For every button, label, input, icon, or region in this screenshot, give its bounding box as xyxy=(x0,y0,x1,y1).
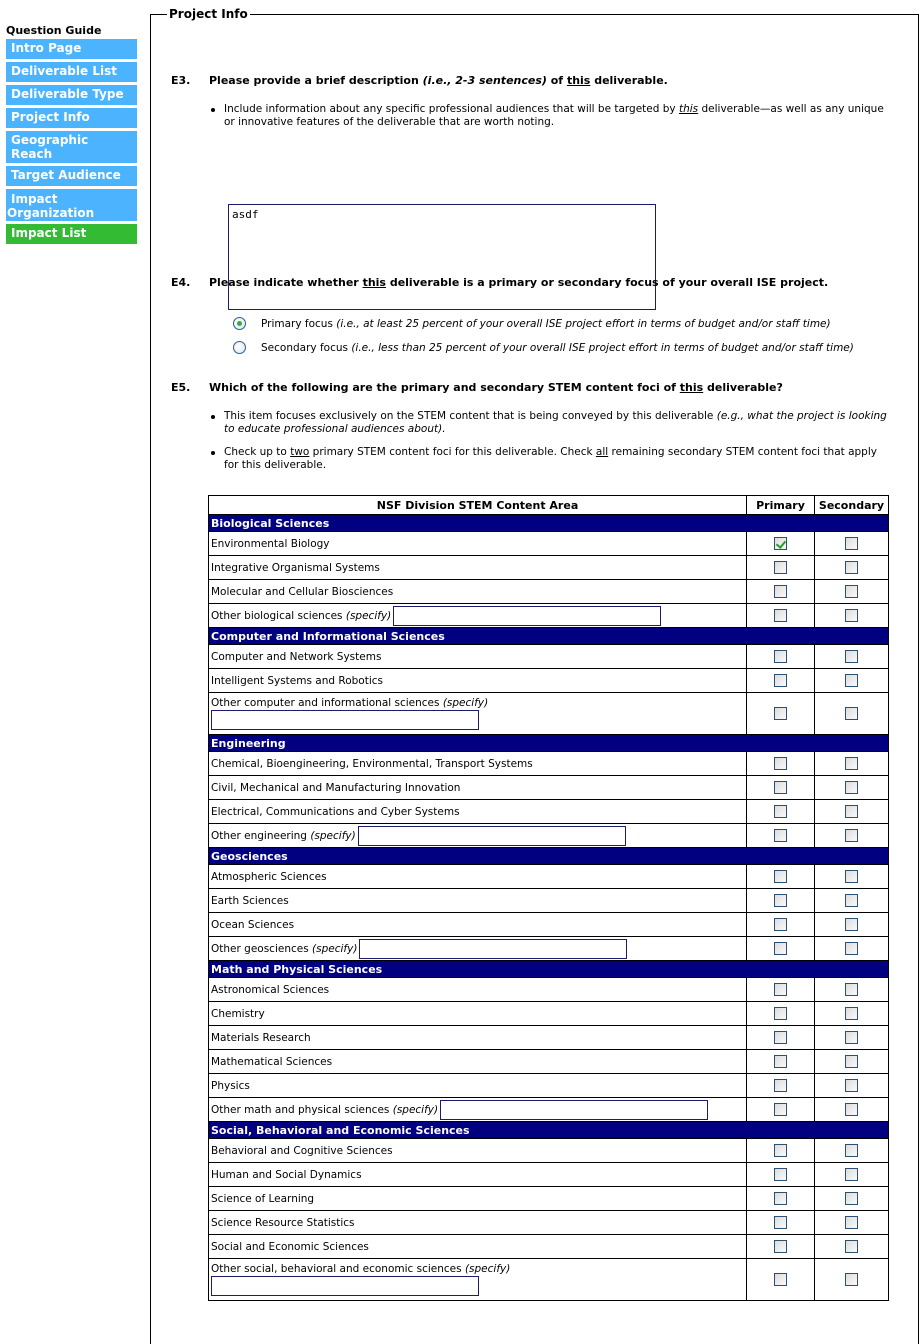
row-label: Chemistry xyxy=(211,1007,265,1020)
row-label-cell xyxy=(209,645,747,669)
group-header-social-behavioral-and-economic-sciences xyxy=(209,1122,889,1139)
table-row xyxy=(209,1259,889,1301)
secondary-checkbox[interactable] xyxy=(845,561,858,574)
row-label-cell xyxy=(209,1098,747,1122)
row-label: Other math and physical sciences xyxy=(211,1103,393,1116)
nav-label-line1: Impact xyxy=(11,192,58,206)
table-row xyxy=(209,580,889,604)
specify-input[interactable] xyxy=(359,939,627,959)
specify-input[interactable] xyxy=(393,606,661,626)
table-row xyxy=(209,978,889,1002)
row-label-cell xyxy=(209,1074,747,1098)
row-label-cell xyxy=(209,1187,747,1211)
secondary-cell xyxy=(815,913,889,937)
row-label-cell xyxy=(209,1259,747,1301)
header-primary: Primary xyxy=(747,496,815,515)
primary-checkbox[interactable] xyxy=(774,537,787,550)
text-part: deliverable is a primary or secondary focus of your overall ISE project. xyxy=(385,276,829,289)
text-part: Which of the following are the primary and secondary STEM content foci of xyxy=(209,381,680,394)
table-row xyxy=(209,824,889,848)
text-underline: this xyxy=(362,276,386,289)
text-part: of xyxy=(546,74,567,87)
row-label: Mathematical Sciences xyxy=(211,1055,333,1068)
row-label-cell xyxy=(209,937,747,961)
text-part: primary STEM content foci for this deliverable. Check xyxy=(309,446,596,458)
secondary-cell xyxy=(815,1098,889,1122)
nav-impact-list[interactable]: Impact List xyxy=(6,224,137,244)
table-row xyxy=(209,1235,889,1259)
row-label: Civil, Mechanical and Manufacturing Innovation xyxy=(211,781,461,794)
row-label-cell xyxy=(209,1026,747,1050)
group-name: Engineering xyxy=(209,735,889,752)
table-row xyxy=(209,800,889,824)
row-label: Other geosciences xyxy=(211,942,313,955)
secondary-checkbox[interactable] xyxy=(845,1055,858,1068)
header-content-area: NSF Division STEM Content Area xyxy=(209,496,747,515)
group-name: Geosciences xyxy=(209,848,889,865)
row-label-cell xyxy=(209,865,747,889)
instruction-bullet xyxy=(209,103,889,129)
secondary-cell xyxy=(815,580,889,604)
group-header-computer-and-informational-sciences xyxy=(209,628,889,645)
row-label-cell xyxy=(209,776,747,800)
primary-checkbox[interactable] xyxy=(774,1055,787,1068)
primary-cell xyxy=(747,1002,815,1026)
primary-cell xyxy=(747,889,815,913)
question-text xyxy=(209,276,828,289)
primary-cell xyxy=(747,669,815,693)
text-part: deliverable—as well as any unique or innovative features of the deliverable that are worth noting. xyxy=(224,103,884,128)
question-number: E5. xyxy=(171,381,191,394)
row-label: Computer and Network Systems xyxy=(211,650,382,663)
group-header-biological-sciences xyxy=(209,515,889,532)
secondary-cell xyxy=(815,776,889,800)
fieldset-legend: Project Info xyxy=(169,7,248,21)
primary-checkbox[interactable] xyxy=(774,1031,787,1044)
radio-note: (i.e., less than 25 percent of your overall ISE project effort in terms of budget and/or staff time) xyxy=(351,341,854,354)
secondary-cell xyxy=(815,645,889,669)
stem-content-table xyxy=(208,495,889,1301)
row-label: Atmospheric Sciences xyxy=(211,870,327,883)
primary-cell xyxy=(747,800,815,824)
text-part: deliverable? xyxy=(703,381,783,394)
radio-button[interactable] xyxy=(233,317,246,330)
primary-checkbox[interactable] xyxy=(774,942,787,955)
secondary-checkbox[interactable] xyxy=(845,674,858,687)
primary-cell xyxy=(747,693,815,735)
row-label: Ocean Sciences xyxy=(211,918,295,931)
row-label: Other engineering xyxy=(211,829,311,842)
text-part: This item focuses exclusively on the STEM content that is being conveyed by this deliverable xyxy=(224,410,717,422)
project-info-fieldset xyxy=(150,7,919,1344)
row-label-cell xyxy=(209,580,747,604)
nav-intro-page[interactable]: Intro Page xyxy=(6,39,137,59)
specify-input[interactable] xyxy=(211,1276,479,1296)
text-underline: all xyxy=(595,446,609,458)
instructions xyxy=(209,410,889,482)
table-row xyxy=(209,913,889,937)
table-row xyxy=(209,1074,889,1098)
primary-cell xyxy=(747,978,815,1002)
secondary-cell xyxy=(815,1235,889,1259)
secondary-checkbox[interactable] xyxy=(845,894,858,907)
secondary-checkbox[interactable] xyxy=(845,1192,858,1205)
primary-checkbox[interactable] xyxy=(774,1168,787,1181)
primary-cell xyxy=(747,645,815,669)
secondary-checkbox[interactable] xyxy=(845,1144,858,1157)
radio-secondary-focus[interactable] xyxy=(233,341,854,354)
secondary-cell xyxy=(815,1259,889,1301)
primary-cell xyxy=(747,1050,815,1074)
secondary-checkbox[interactable] xyxy=(845,1079,858,1092)
nav-impact-organization[interactable] xyxy=(6,189,137,221)
secondary-cell xyxy=(815,1074,889,1098)
table-row xyxy=(209,752,889,776)
table-row xyxy=(209,1026,889,1050)
secondary-cell xyxy=(815,1187,889,1211)
primary-checkbox[interactable] xyxy=(774,983,787,996)
primary-checkbox[interactable] xyxy=(774,1273,787,1286)
specify-input[interactable] xyxy=(358,826,626,846)
table-row xyxy=(209,937,889,961)
radio-primary-focus[interactable] xyxy=(233,317,831,330)
row-label-cell xyxy=(209,824,747,848)
specify-label: (specify) xyxy=(345,609,392,622)
primary-checkbox[interactable] xyxy=(774,757,787,770)
specify-label: (specify) xyxy=(310,829,356,842)
primary-cell xyxy=(747,580,815,604)
question-text xyxy=(209,381,783,394)
table-row xyxy=(209,556,889,580)
row-label-cell xyxy=(209,1139,747,1163)
primary-checkbox[interactable] xyxy=(774,781,787,794)
secondary-checkbox[interactable] xyxy=(845,1103,858,1116)
primary-checkbox[interactable] xyxy=(774,1240,787,1253)
secondary-checkbox[interactable] xyxy=(845,609,858,622)
table-row xyxy=(209,669,889,693)
primary-cell xyxy=(747,556,815,580)
group-name: Math and Physical Sciences xyxy=(209,961,889,978)
instruction-bullet xyxy=(209,410,889,436)
row-label: Earth Sciences xyxy=(211,894,289,907)
nav-project-info[interactable]: Project Info xyxy=(6,108,137,128)
secondary-cell xyxy=(815,669,889,693)
row-label-cell xyxy=(209,978,747,1002)
secondary-checkbox[interactable] xyxy=(845,1273,858,1286)
secondary-checkbox[interactable] xyxy=(845,1216,858,1229)
secondary-checkbox[interactable] xyxy=(845,707,858,720)
secondary-checkbox[interactable] xyxy=(845,1168,858,1181)
row-label-cell xyxy=(209,1235,747,1259)
table-row xyxy=(209,532,889,556)
nav-geographic-reach[interactable]: Geographic Reach xyxy=(6,131,137,163)
primary-checkbox[interactable] xyxy=(774,870,787,883)
secondary-checkbox[interactable] xyxy=(845,870,858,883)
text-part: deliverable. xyxy=(590,74,668,87)
primary-checkbox[interactable] xyxy=(774,829,787,842)
primary-cell xyxy=(747,1259,815,1301)
primary-checkbox[interactable] xyxy=(774,894,787,907)
instructions xyxy=(209,103,889,139)
secondary-cell xyxy=(815,1050,889,1074)
row-label-cell xyxy=(209,1211,747,1235)
row-label: Human and Social Dynamics xyxy=(211,1168,362,1181)
secondary-cell xyxy=(815,1139,889,1163)
table-row xyxy=(209,693,889,735)
specify-label: (specify) xyxy=(464,1263,511,1275)
table-row xyxy=(209,645,889,669)
primary-cell xyxy=(747,937,815,961)
row-label-cell xyxy=(209,556,747,580)
secondary-checkbox[interactable] xyxy=(845,1031,858,1044)
specify-label: (specify) xyxy=(392,1103,439,1116)
secondary-cell xyxy=(815,865,889,889)
secondary-cell xyxy=(815,693,889,735)
secondary-checkbox[interactable] xyxy=(845,781,858,794)
table-row xyxy=(209,1050,889,1074)
text-part: Include information about any specific professional audiences that will be targeted by xyxy=(224,103,679,115)
sidebar-title: Question Guide xyxy=(6,24,102,37)
text-part: Check up to xyxy=(224,446,291,458)
secondary-cell xyxy=(815,1002,889,1026)
row-label-cell xyxy=(209,800,747,824)
group-header-math-and-physical-sciences xyxy=(209,961,889,978)
secondary-checkbox[interactable] xyxy=(845,942,858,955)
primary-cell xyxy=(747,776,815,800)
row-label-cell xyxy=(209,1002,747,1026)
table-row xyxy=(209,1098,889,1122)
row-label-cell xyxy=(209,752,747,776)
row-label: Social and Economic Sciences xyxy=(211,1240,369,1253)
text-italic: (e.g., what the project is looking to educate professional audiences about). xyxy=(224,410,887,435)
primary-checkbox[interactable] xyxy=(774,707,787,720)
radio-label: Primary focus xyxy=(261,317,333,330)
nav-deliverable-list[interactable]: Deliverable List xyxy=(6,62,137,82)
row-label: Science of Learning xyxy=(211,1192,315,1205)
primary-checkbox[interactable] xyxy=(774,1144,787,1157)
table-row xyxy=(209,776,889,800)
primary-checkbox[interactable] xyxy=(774,609,787,622)
table-row xyxy=(209,1187,889,1211)
table-row xyxy=(209,604,889,628)
secondary-cell xyxy=(815,1163,889,1187)
primary-cell xyxy=(747,1074,815,1098)
secondary-cell xyxy=(815,1211,889,1235)
radio-note: (i.e., at least 25 percent of your overall ISE project effort in terms of budget and/or staff time) xyxy=(336,317,831,330)
text-underline: this xyxy=(566,74,591,87)
table-row xyxy=(209,1211,889,1235)
radio-label: Secondary focus xyxy=(261,341,348,354)
row-label-cell xyxy=(209,669,747,693)
secondary-cell xyxy=(815,532,889,556)
row-label-cell xyxy=(209,532,747,556)
specify-input[interactable] xyxy=(211,710,479,730)
primary-checkbox[interactable] xyxy=(774,918,787,931)
question-number: E3. xyxy=(171,74,191,87)
table-row xyxy=(209,1163,889,1187)
primary-checkbox[interactable] xyxy=(774,1216,787,1229)
group-header-engineering xyxy=(209,735,889,752)
secondary-cell xyxy=(815,889,889,913)
secondary-checkbox[interactable] xyxy=(845,1240,858,1253)
primary-cell xyxy=(747,1163,815,1187)
text-part: Please indicate whether xyxy=(209,276,363,289)
row-label: Other biological sciences xyxy=(211,609,346,622)
row-label: Intelligent Systems and Robotics xyxy=(211,674,383,687)
secondary-cell xyxy=(815,1026,889,1050)
radio-button[interactable] xyxy=(233,341,246,354)
secondary-checkbox[interactable] xyxy=(845,1007,858,1020)
row-label: Integrative Organismal Systems xyxy=(211,561,380,574)
row-label-cell xyxy=(209,604,747,628)
secondary-checkbox[interactable] xyxy=(845,983,858,996)
secondary-checkbox[interactable] xyxy=(845,918,858,931)
group-name: Biological Sciences xyxy=(209,515,889,532)
primary-checkbox[interactable] xyxy=(774,1103,787,1116)
question-text xyxy=(209,74,668,87)
question-number: E4. xyxy=(171,276,191,289)
group-header-geosciences xyxy=(209,848,889,865)
group-name: Computer and Informational Sciences xyxy=(209,628,889,645)
table-row xyxy=(209,1002,889,1026)
primary-cell xyxy=(747,1098,815,1122)
question-guide-sidebar xyxy=(6,24,137,247)
text-part: remaining secondary STEM content foci that apply for this deliverable. xyxy=(224,446,877,471)
text-underline: this xyxy=(679,381,704,394)
primary-cell xyxy=(747,532,815,556)
secondary-cell xyxy=(815,937,889,961)
row-label: Other computer and informational sciences xyxy=(211,697,443,709)
primary-checkbox[interactable] xyxy=(774,561,787,574)
secondary-cell xyxy=(815,556,889,580)
secondary-checkbox[interactable] xyxy=(845,757,858,770)
secondary-checkbox[interactable] xyxy=(845,805,858,818)
row-label-cell xyxy=(209,889,747,913)
instruction-bullet xyxy=(209,446,889,472)
secondary-checkbox[interactable] xyxy=(845,537,858,550)
secondary-cell xyxy=(815,752,889,776)
primary-cell xyxy=(747,1235,815,1259)
primary-checkbox[interactable] xyxy=(774,1079,787,1092)
description-textarea[interactable] xyxy=(228,204,656,310)
row-label: Behavioral and Cognitive Sciences xyxy=(211,1144,393,1157)
text-italic: (i.e., 2-3 sentences) xyxy=(422,74,547,87)
table-row xyxy=(209,1139,889,1163)
row-label: Materials Research xyxy=(211,1031,311,1044)
primary-cell xyxy=(747,752,815,776)
primary-checkbox[interactable] xyxy=(774,674,787,687)
row-label-cell xyxy=(209,693,747,735)
row-label: Physics xyxy=(211,1079,250,1092)
secondary-checkbox[interactable] xyxy=(845,829,858,842)
primary-cell xyxy=(747,913,815,937)
secondary-checkbox[interactable] xyxy=(845,650,858,663)
secondary-cell xyxy=(815,604,889,628)
row-label-cell xyxy=(209,1163,747,1187)
primary-cell xyxy=(747,1139,815,1163)
row-label: Electrical, Communications and Cyber Systems xyxy=(211,805,460,818)
text-underline: two xyxy=(290,446,310,458)
secondary-checkbox[interactable] xyxy=(845,585,858,598)
primary-cell xyxy=(747,865,815,889)
primary-cell xyxy=(747,1211,815,1235)
specify-input[interactable] xyxy=(440,1100,708,1120)
table-row xyxy=(209,865,889,889)
row-label: Astronomical Sciences xyxy=(211,983,330,996)
specify-label: (specify) xyxy=(312,942,358,955)
row-label: Molecular and Cellular Biosciences xyxy=(211,585,394,598)
row-label: Other social, behavioral and economic sciences xyxy=(211,1263,465,1275)
primary-cell xyxy=(747,604,815,628)
primary-checkbox[interactable] xyxy=(774,1007,787,1020)
primary-cell xyxy=(747,1026,815,1050)
row-label-cell xyxy=(209,1050,747,1074)
text-part: Please provide a brief description xyxy=(209,74,423,87)
row-label: Chemical, Bioengineering, Environmental, Transport Systems xyxy=(211,757,533,770)
table-row xyxy=(209,889,889,913)
primary-checkbox[interactable] xyxy=(774,805,787,818)
nav-target-audience[interactable]: Target Audience xyxy=(6,166,137,186)
primary-checkbox[interactable] xyxy=(774,1192,787,1205)
text-underline: this xyxy=(678,103,699,115)
primary-cell xyxy=(747,824,815,848)
nav-label-line2: Organization xyxy=(7,206,95,220)
primary-cell xyxy=(747,1187,815,1211)
primary-checkbox[interactable] xyxy=(774,650,787,663)
group-name: Social, Behavioral and Economic Sciences xyxy=(209,1122,889,1139)
secondary-cell xyxy=(815,800,889,824)
secondary-cell xyxy=(815,824,889,848)
header-secondary: Secondary xyxy=(815,496,889,515)
row-label: Environmental Biology xyxy=(211,537,330,550)
primary-checkbox[interactable] xyxy=(774,585,787,598)
nav-deliverable-type[interactable]: Deliverable Type xyxy=(6,85,137,105)
row-label-cell xyxy=(209,913,747,937)
specify-label: (specify) xyxy=(442,697,489,709)
secondary-cell xyxy=(815,978,889,1002)
row-label: Science Resource Statistics xyxy=(211,1216,355,1229)
